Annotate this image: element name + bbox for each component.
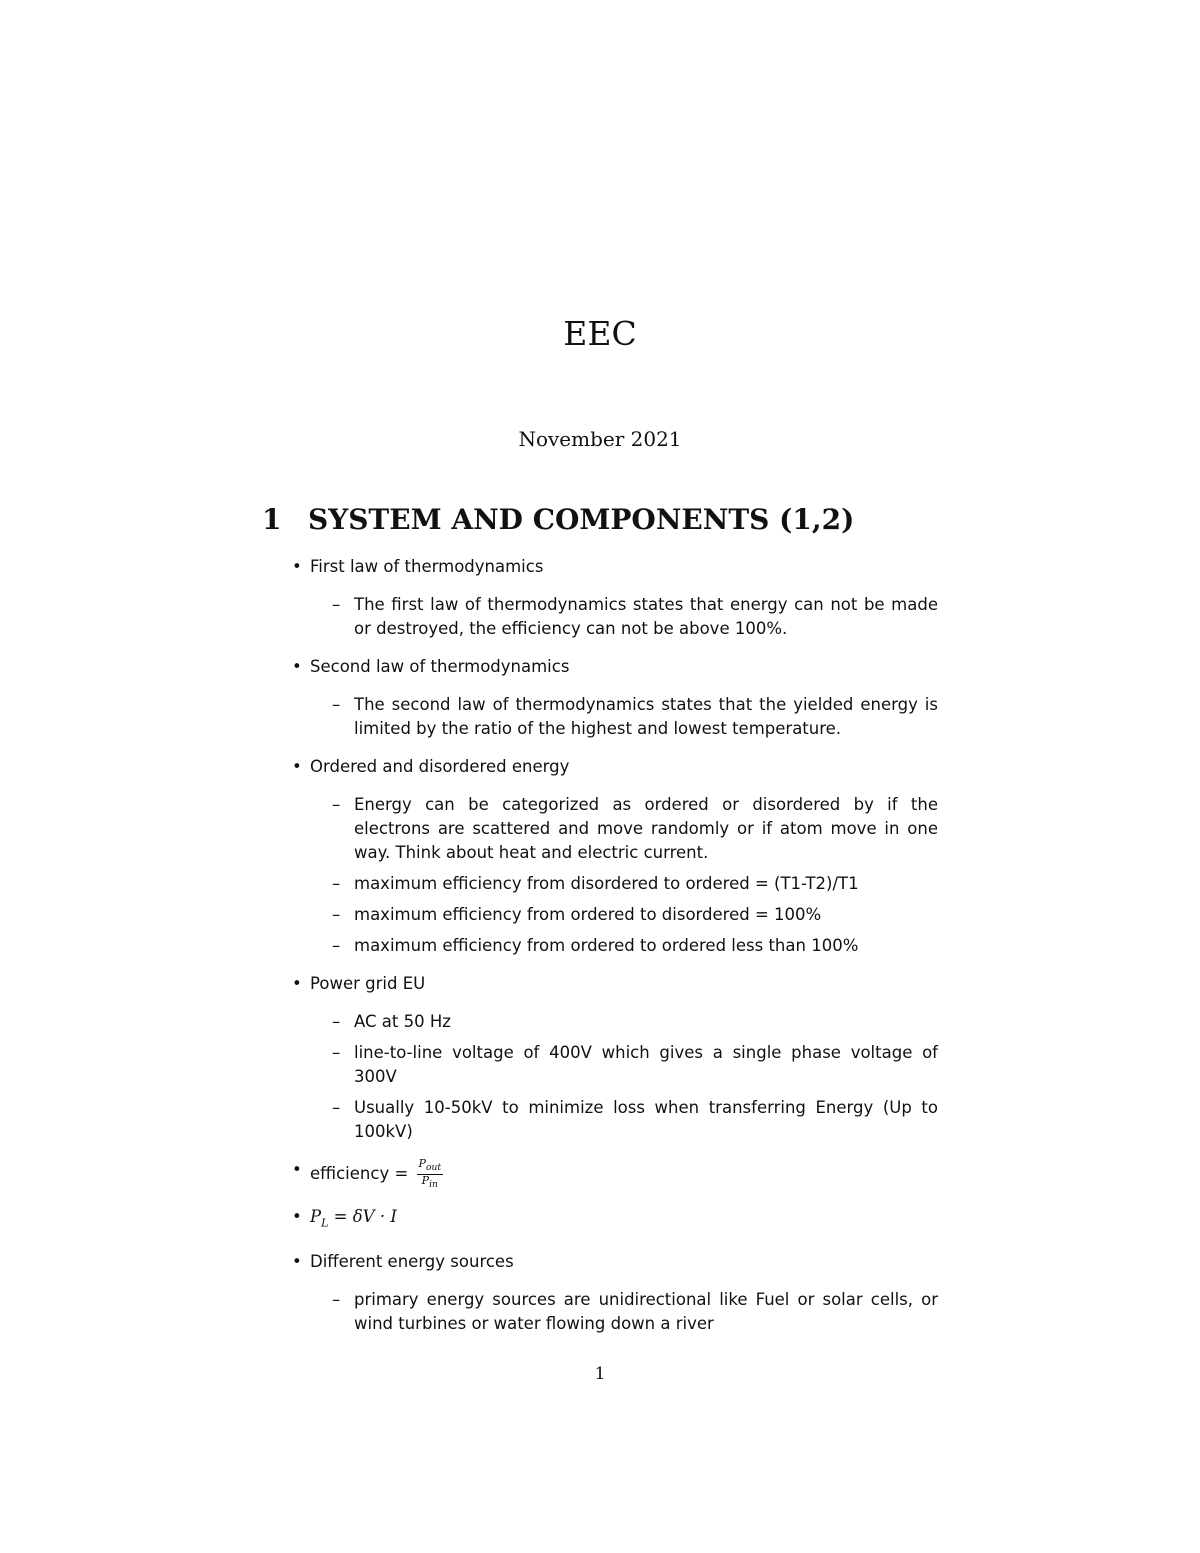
bullet-text: Different energy sources — [310, 1251, 514, 1271]
sub-list — [310, 1288, 938, 1336]
fraction-numerator — [417, 1158, 444, 1175]
list-item — [292, 755, 938, 958]
section-number: 1 — [262, 503, 282, 536]
bullet-mark: • — [292, 1207, 302, 1227]
sub-item — [310, 1041, 938, 1089]
list-item — [292, 1158, 938, 1191]
list-item — [292, 555, 938, 641]
list-item — [292, 655, 938, 741]
bullet-mark: • — [292, 1251, 302, 1271]
numerator-subscript: out — [425, 1162, 442, 1174]
document-date: November 2021 — [518, 427, 682, 451]
sub-item-text: maximum efficiency from ordered to disordered = 100% — [354, 905, 822, 924]
sub-item — [310, 934, 938, 958]
sub-list — [310, 1010, 938, 1144]
bullet-text: efficiency = — [310, 1164, 409, 1184]
dash-mark: – — [332, 1098, 341, 1117]
bullet-mark: • — [292, 757, 302, 776]
list-item — [292, 972, 938, 1144]
sub-item-text: AC at 50 Hz — [354, 1012, 451, 1031]
dash-mark: – — [332, 695, 341, 714]
list-item — [292, 1250, 938, 1336]
bullet-text: First law of thermodynamics — [310, 557, 544, 576]
bullet-text: Second law of thermodynamics — [310, 657, 570, 676]
formula-rhs: = δV · I — [333, 1207, 397, 1227]
dash-mark: – — [332, 795, 341, 814]
fraction-denominator — [417, 1175, 444, 1191]
sub-item — [310, 1096, 938, 1144]
sub-item — [310, 693, 938, 741]
dash-mark: – — [332, 1289, 341, 1309]
formula-lhs: P — [310, 1207, 322, 1227]
dash-mark: – — [332, 874, 341, 893]
sub-item-text: primary energy sources are unidirectional like Fuel or solar cells, or wind turbines or water flowing down a river — [354, 1289, 938, 1333]
formula-lhs-subscript: L — [321, 1216, 329, 1230]
denominator-symbol: P — [421, 1174, 430, 1188]
section-title: SYSTEM AND COMPONENTS (1,2) — [308, 503, 855, 536]
bullet-mark: • — [292, 974, 302, 993]
bullet-text: Ordered and disordered energy — [310, 757, 570, 776]
dash-mark: – — [332, 1012, 341, 1031]
sub-item — [310, 793, 938, 865]
numerator-symbol: P — [418, 1157, 426, 1170]
sub-item-text: The second law of thermodynamics states that the yielded energy is limited by the ratio of the highest and lowest temperature. — [354, 695, 938, 738]
bullet-mark: • — [292, 657, 302, 676]
dash-mark: – — [332, 905, 341, 924]
sub-item — [310, 1010, 938, 1034]
sub-item-text: line-to-line voltage of 400V which gives a single phase voltage of 300V — [354, 1043, 938, 1086]
section-heading — [262, 500, 854, 540]
sub-item — [310, 1288, 938, 1336]
dash-mark: – — [332, 595, 341, 614]
sub-item — [310, 872, 938, 896]
dash-mark: – — [332, 936, 341, 955]
bullet-text: Power grid EU — [310, 974, 426, 993]
bullet-mark: • — [292, 1160, 302, 1179]
document-title: EEC — [563, 314, 637, 353]
sub-list — [310, 793, 938, 958]
dash-mark: – — [332, 1043, 341, 1062]
sub-item-text: The first law of thermodynamics states that energy can not be made or destroyed, the efficiency can not be above 100%. — [354, 595, 938, 638]
power-loss-formula — [310, 1207, 397, 1230]
sub-item — [310, 593, 938, 641]
bullet-mark: • — [292, 557, 302, 576]
sub-item-text: Usually 10-50kV to minimize loss when transferring Energy (Up to 100kV) — [354, 1098, 938, 1141]
sub-item-text: maximum efficiency from ordered to ordered less than 100% — [354, 936, 859, 955]
sub-list — [310, 593, 938, 641]
sub-item — [310, 903, 938, 927]
section-content — [292, 555, 938, 1350]
efficiency-fraction — [417, 1158, 444, 1191]
sub-item-text: maximum efficiency from disordered to ordered = (T1-T2)/T1 — [354, 874, 859, 893]
sub-list — [310, 693, 938, 741]
denominator-subscript: in — [429, 1179, 438, 1191]
list-item — [292, 1205, 938, 1235]
page-number: 1 — [594, 1364, 606, 1384]
sub-item-text: Energy can be categorized as ordered or disordered by if the electrons are scattered and move randomly or if atom move in one way. Think about heat and electric current. — [354, 795, 938, 862]
